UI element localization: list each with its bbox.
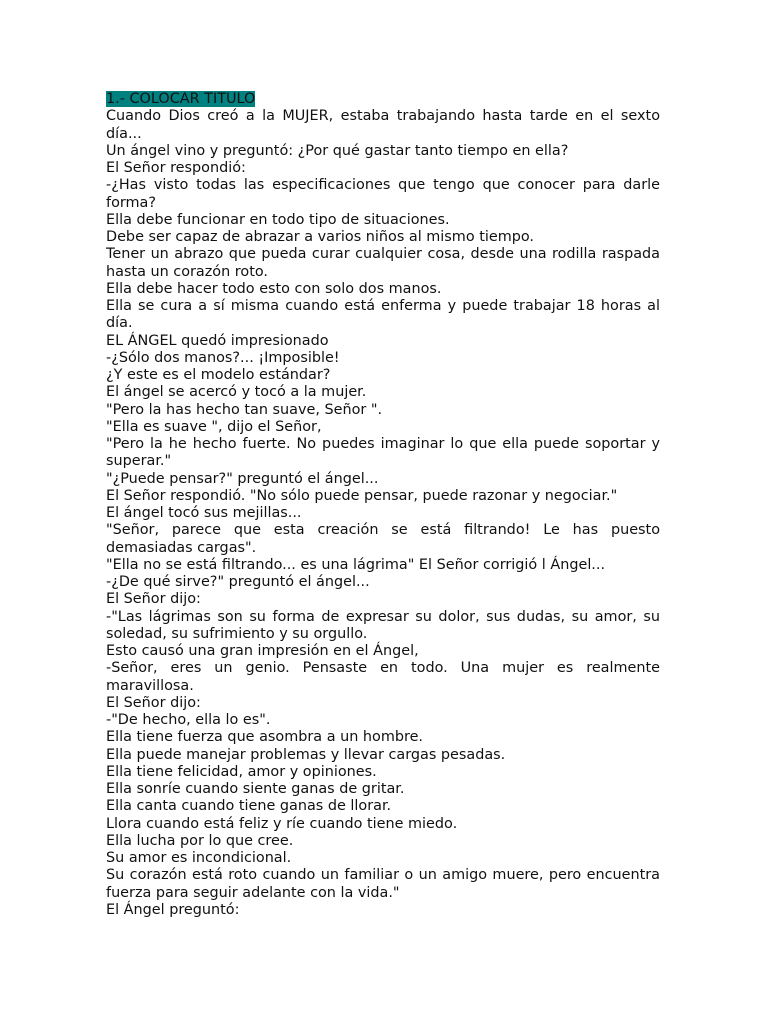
paragraph: Ella debe funcionar en todo tipo de situaciones. <box>106 211 450 228</box>
document-title: 1.- COLOCAR TITULO <box>106 91 256 107</box>
paragraph: El Señor respondió. "No sólo puede pensar, puede razonar y negociar." <box>106 487 618 504</box>
paragraph: -"Las lágrimas son su forma de expresar su dolor, sus dudas, su amor, su soledad, su sufrimiento y su orgullo. <box>106 608 660 642</box>
paragraph: El ángel tocó sus mejillas... <box>106 505 302 521</box>
paragraph: El Señor dijo: <box>106 591 201 608</box>
paragraph: "Ella es suave ", dijo el Señor, <box>106 418 322 435</box>
paragraph: Ella tiene felicidad, amor y opiniones. <box>106 763 377 780</box>
paragraph: Un ángel vino y preguntó: ¿Por qué gastar tanto tiempo en ella? <box>106 142 569 159</box>
paragraph: El Ángel preguntó: <box>106 901 240 918</box>
paragraph: Ella puede manejar problemas y llevar cargas pesadas. <box>106 746 506 763</box>
paragraph: "Ella no se está filtrando... es una lágrima" El Señor corrigió l Ángel... <box>106 556 606 573</box>
paragraph: Cuando Dios creó a la MUJER, estaba trabajando hasta tarde en el sexto día... <box>106 108 660 142</box>
paragraph: Debe ser capaz de abrazar a varios niños al mismo tiempo. <box>106 229 534 245</box>
paragraph: Ella tiene fuerza que asombra a un hombre. <box>106 729 424 746</box>
paragraph: Ella canta cuando tiene ganas de llorar. <box>106 798 392 815</box>
paragraph: Tener un abrazo que pueda curar cualquier cosa, desde una rodilla raspada hasta un corazón roto. <box>106 246 660 280</box>
paragraph: "¿Puede pensar?" preguntó el ángel... <box>106 470 379 487</box>
paragraph: El Señor dijo: <box>106 694 201 711</box>
paragraph: -"De hecho, ella lo es". <box>106 712 271 728</box>
paragraph: Ella se cura a sí misma cuando está enferma y puede trabajar 18 horas al día. <box>106 298 660 332</box>
paragraph: -¿Has visto todas las especificaciones que tengo que conocer para darle forma? <box>106 177 660 211</box>
paragraph: "Pero la he hecho fuerte. No puedes imaginar lo que ella puede soportar y superar." <box>106 436 660 470</box>
paragraph: El ángel se acercó y tocó a la mujer. <box>106 384 367 401</box>
paragraph: -¿De qué sirve?" preguntó el ángel... <box>106 574 370 590</box>
paragraph: El Señor respondió: <box>106 160 246 176</box>
paragraph: Ella lucha por lo que cree. <box>106 832 294 849</box>
paragraph: Su corazón está roto cuando un familiar o un amigo muere, pero encuentra fuerza para seguir adelante con la vida." <box>106 867 660 901</box>
title-line <box>106 91 660 108</box>
paragraph: -Señor, eres un genio. Pensaste en todo. Una mujer es realmente maravillosa. <box>106 660 660 694</box>
document-page <box>106 91 660 919</box>
paragraph: Su amor es incondicional. <box>106 850 292 866</box>
paragraph: ¿Y este es el modelo estándar? <box>106 367 331 383</box>
paragraph: EL ÁNGEL quedó impresionado <box>106 332 329 349</box>
paragraph: "Señor, parece que esta creación se está filtrando! Le has puesto demasiadas cargas". <box>106 522 660 556</box>
paragraph: "Pero la has hecho tan suave, Señor ". <box>106 401 383 418</box>
paragraph: Esto causó una gran impresión en el Ángel, <box>106 643 419 659</box>
document-body <box>106 108 660 919</box>
paragraph: -¿Sólo dos manos?... ¡Imposible! <box>106 349 340 366</box>
paragraph: Llora cuando está feliz y ríe cuando tiene miedo. <box>106 815 458 832</box>
paragraph: Ella sonríe cuando siente ganas de gritar. <box>106 781 405 797</box>
paragraph: Ella debe hacer todo esto con solo dos manos. <box>106 280 442 297</box>
